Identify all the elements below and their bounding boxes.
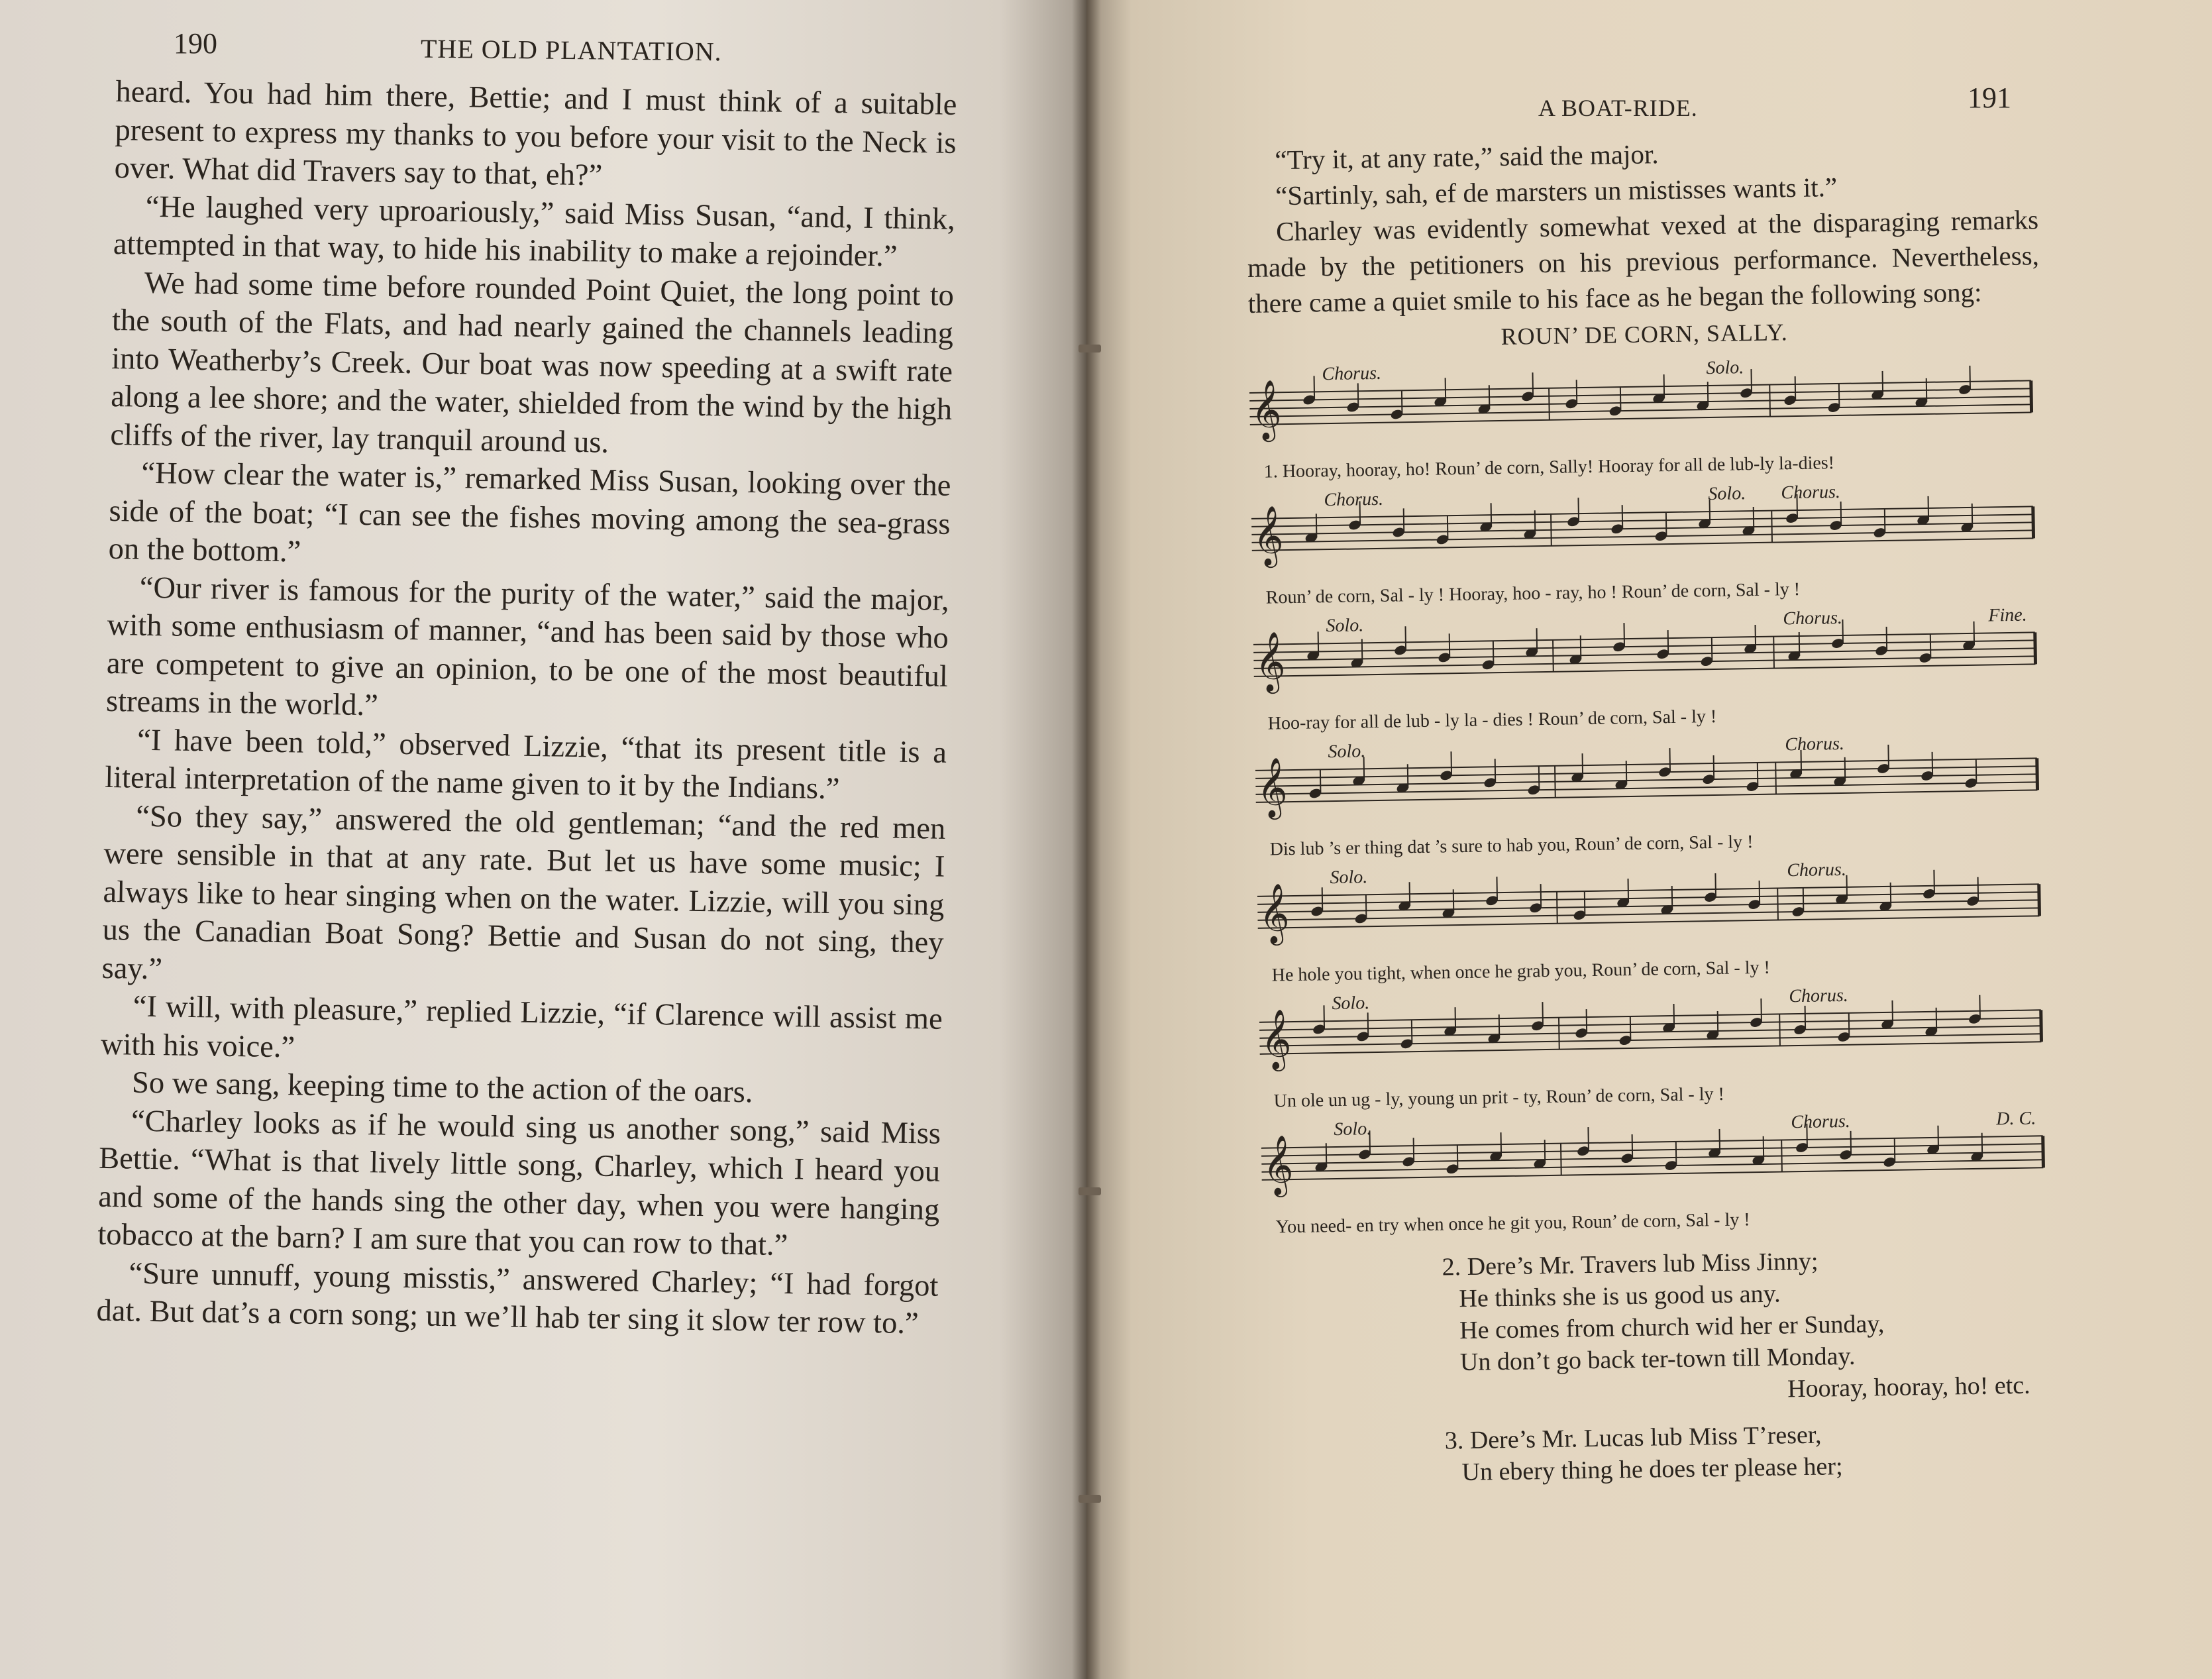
- verse-line: Un don’t go back ter-town till Monday.: [1459, 1342, 1856, 1377]
- section-label: Solo.: [1328, 741, 1366, 763]
- note-stem: [1491, 503, 1492, 527]
- music-staff: [1251, 474, 2044, 613]
- note-stem: [1715, 873, 1716, 897]
- note-stem: [1495, 759, 1496, 783]
- paragraph: “Sure unnuff, young misstis,” answered Charley; “I had forgot dat. But dat’s a corn song; un we’ll hab ter sing it slow ter row to.”: [96, 1256, 939, 1341]
- music-staff: [1261, 1104, 2054, 1242]
- verse-line: He comes from church wid her er Sunday,: [1459, 1310, 1885, 1345]
- note-stem: [1666, 512, 1667, 536]
- treble-clef-icon: 𝄞: [1252, 506, 1285, 565]
- paragraph: “I have been told,” observed Lizzie, “that its present title is a literal interpretation of the name given to it by the Indians.”: [104, 723, 947, 806]
- paragraph: “Sartinly, sah, ef de marsters un mistisses wants it.”: [1275, 171, 1838, 211]
- left-page-text: [96, 73, 957, 1343]
- paragraph: We had some time before rounded Point Quiet, the long point to the south of the Flats, and had nearly gained the channels leading into Weatherby’s Creek. Our boat was now speeding at a swift rate along a lee shore; and the water, shielded from the wind by the high cliffs of the river, lay tranquil around us.: [110, 266, 955, 460]
- note-stem: [1892, 1001, 1893, 1024]
- staff-lines: [1257, 852, 2046, 964]
- lyrics-line: Roun’ de corn, Sal - ly ! Hooray, hoo - ray, ho ! Roun’ de corn, Sal - ly !: [1265, 578, 1801, 608]
- bar-line: [2033, 506, 2034, 538]
- note-stem: [1664, 374, 1665, 398]
- note-stem: [1501, 1132, 1502, 1156]
- note-stem: [1533, 372, 1534, 396]
- paragraph: “Try it, at any rate,” said the major.: [1275, 138, 1659, 176]
- note-stem: [1708, 382, 1709, 406]
- running-head-left: THE OLD PLANTATION.: [420, 33, 722, 67]
- verse-line: 3. Dere’s Mr. Lucas lub Miss T’reser,: [1444, 1421, 1822, 1455]
- note-stem: [1326, 1143, 1327, 1167]
- treble-clef-icon: 𝄞: [1260, 1010, 1292, 1068]
- bar-line: [2043, 1136, 2044, 1167]
- bar-line: [1779, 1014, 1780, 1046]
- lyrics-line: Hoo-ray for all de lub - ly la - dies ! Roun’ de corn, Sal - ly !: [1267, 706, 1717, 734]
- paragraph: “Our river is famous for the purity of the water,” said the major, with some enthusiasm of manner, “and has been said by those who are competent to give an opinion, to be one of the most beautiful streams in the world.”: [105, 570, 950, 723]
- note-stem: [1588, 1127, 1589, 1151]
- note-stem: [1320, 769, 1321, 793]
- note-stem: [1630, 1016, 1631, 1040]
- page-number-left: 190: [174, 27, 217, 60]
- section-label: Chorus.: [1781, 481, 1841, 504]
- note-stem: [1751, 369, 1752, 393]
- section-label: Chorus.: [1785, 733, 1845, 755]
- note-stem: [1620, 387, 1621, 411]
- note-stem: [1978, 877, 1979, 901]
- treble-clef-icon: 𝄞: [1254, 632, 1287, 690]
- paragraph: Charley was evidently somewhat vexed at the disparaging remarks made by the petitioners on his previous performance. Nevertheless, there came a quiet smile to his face as he began the following song:: [1247, 204, 2040, 319]
- binding-stitch: [1079, 345, 1101, 352]
- paragraph: “He laughed very uproariously,” said Miss Susan, “and, I think, attempted in that way, to hide his inability to make a rejoinder.”: [113, 190, 956, 274]
- note-stem: [1673, 1004, 1674, 1028]
- music-staff: [1253, 600, 2046, 739]
- note-stem: [1839, 384, 1840, 407]
- note-stem: [1449, 633, 1450, 657]
- note-stem: [1632, 1134, 1633, 1158]
- note-stem: [1362, 639, 1363, 663]
- note-stem: [1366, 894, 1367, 918]
- bar-line: [1549, 388, 1550, 420]
- note-stem: [1846, 875, 1847, 899]
- note-stem: [1537, 628, 1538, 652]
- verse-line: Un ebery thing he does ter please her;: [1461, 1452, 1843, 1487]
- note-stem: [1805, 1006, 1806, 1030]
- note-stem: [1489, 385, 1490, 409]
- note-stem: [1669, 748, 1670, 772]
- lyrics-line: You need- en try when once he git you, Roun’ de corn, Sal - ly !: [1275, 1209, 1750, 1238]
- note-stem: [1849, 1013, 1850, 1037]
- section-label: Chorus.: [1783, 607, 1843, 629]
- note-stem: [1799, 632, 1800, 656]
- note-stem: [1795, 376, 1796, 400]
- note-stem: [1318, 631, 1319, 655]
- bar-line: [1773, 637, 1774, 669]
- note-stem: [1803, 888, 1804, 912]
- note-stem: [1841, 502, 1842, 525]
- bar-line: [2035, 632, 2036, 664]
- section-label: D. C.: [1996, 1108, 2036, 1130]
- section-label: Solo.: [1330, 867, 1368, 889]
- section-label: Chorus.: [1324, 488, 1384, 511]
- note-stem: [1316, 514, 1317, 537]
- note-stem: [1672, 886, 1673, 910]
- bar-line: [1775, 763, 1776, 794]
- music-staff: [1259, 978, 2052, 1116]
- paragraph: So we sang, keeping time to the action of the oars.: [131, 1065, 753, 1110]
- note-stem: [1982, 1133, 1983, 1157]
- verse-line: He thinks she is us good us any.: [1459, 1279, 1781, 1313]
- note-stem: [1493, 641, 1494, 665]
- section-label: Chorus.: [1322, 362, 1382, 385]
- note-stem: [1628, 879, 1629, 902]
- running-head-right: A BOAT-RIDE.: [1538, 95, 1698, 121]
- binding-stitch: [1079, 1187, 1101, 1195]
- note-stem: [1545, 1140, 1546, 1164]
- note-stem: [1668, 630, 1669, 654]
- staff-lines: [1261, 1104, 2050, 1216]
- verse-line: 2. Dere’s Mr. Travers lub Miss Jinny;: [1442, 1247, 1818, 1281]
- book-gutter: [1072, 0, 1101, 1679]
- note-stem: [1719, 1129, 1720, 1153]
- note-stem: [1368, 1012, 1369, 1036]
- lyrics-line: Dis lub ’s er thing dat ’s sure to hab you, Roun’ de corn, Sal - ly !: [1269, 832, 1754, 860]
- section-label: Chorus.: [1787, 859, 1847, 881]
- bar-line: [2031, 380, 2032, 412]
- paragraph: “Charley looks as if he would sing us another song,” said Miss Bettie. “What is that lively little song, Charley, which I heard you and some of the hands sing the other day, when you were hanging tobacco at the barn? I am sure that you can row to that.”: [97, 1104, 941, 1263]
- left-page: [0, 0, 1086, 1679]
- bar-line: [1551, 514, 1552, 546]
- note-stem: [1542, 1002, 1543, 1026]
- paragraph: “I will, with pleasure,” replied Lizzie, “if Clarence will assist me with his voice.”: [100, 989, 943, 1064]
- bar-line: [2041, 1010, 2042, 1042]
- staff-lines: [1255, 726, 2044, 838]
- note-stem: [1322, 887, 1323, 911]
- music-staff: [1255, 726, 2048, 865]
- note-stem: [1842, 620, 1843, 643]
- treble-clef-icon: 𝄞: [1262, 1136, 1294, 1194]
- bar-line: [1553, 640, 1554, 672]
- music-staff: [1257, 852, 2050, 991]
- note-stem: [1626, 761, 1627, 785]
- note-stem: [1358, 383, 1359, 407]
- bar-line: [1769, 385, 1770, 417]
- note-stem: [1541, 884, 1542, 908]
- treble-clef-icon: 𝄞: [1250, 380, 1283, 439]
- note-stem: [1499, 1014, 1500, 1038]
- sheet-music: [1249, 349, 2054, 1242]
- treble-clef-icon: 𝄞: [1256, 758, 1289, 816]
- note-stem: [1622, 505, 1623, 529]
- section-label: Solo.: [1326, 615, 1364, 637]
- paragraph: “How clear the water is,” remarked Miss Susan, looking over the side of the boat; “I can see the fishes moving among the sea-grass on the bottom.”: [108, 456, 951, 569]
- note-stem: [1761, 999, 1762, 1022]
- bar-line: [1781, 1140, 1782, 1171]
- section-label: Fine.: [1988, 604, 2027, 626]
- section-label: Chorus.: [1789, 985, 1849, 1007]
- lyrics-line: 1. Hooray, hooray, ho! Roun’ de corn, Sally! Hooray for all de lub-ly la-dies!: [1263, 453, 1835, 482]
- page-number-right: 191: [1968, 81, 2011, 114]
- note-stem: [1314, 376, 1315, 400]
- note-stem: [1979, 995, 1980, 1019]
- section-label: Solo.: [1706, 357, 1744, 379]
- verse-refrain: Hooray, hooray, ho! etc.: [1787, 1371, 2030, 1403]
- section-label: Solo.: [1708, 483, 1746, 505]
- song-verses: [1263, 1242, 2058, 1506]
- note-stem: [1928, 496, 1929, 520]
- bar-line: [2039, 884, 2040, 916]
- paragraph: “So they say,” answered the old gentleman; “and the red men were sensible in that at any rate. But let us have some music; I always like to hear singing when on the water. Lizzie, will you sing us the Canadian Boat Song? Bettie and Susan do not sing, they say.”: [101, 799, 946, 986]
- note-stem: [1976, 759, 1977, 783]
- treble-clef-icon: 𝄞: [1258, 884, 1290, 942]
- staff-lines: [1253, 600, 2042, 712]
- song-title: ROUN’ DE CORN, SALLY.: [1501, 319, 1788, 350]
- lyrics-line: He hole you tight, when once he grab you, Roun’ de corn, Sal - ly !: [1271, 957, 1771, 986]
- note-stem: [1926, 378, 1927, 402]
- note-stem: [1936, 1008, 1937, 1032]
- note-stem: [1578, 498, 1579, 521]
- section-label: Solo.: [1332, 993, 1370, 1014]
- right-page-text: [1245, 130, 2058, 1506]
- note-stem: [1972, 504, 1973, 527]
- staff-lines: [1259, 978, 2048, 1090]
- note-stem: [1535, 510, 1536, 534]
- note-stem: [1455, 1007, 1456, 1031]
- paragraph: heard. You had him there, Bettie; and I must think of a suitable present to express my thanks to you before your visit to the Neck is over. What did Travers say to that, eh?”: [114, 74, 957, 193]
- note-stem: [1930, 634, 1931, 658]
- note-stem: [1932, 752, 1933, 776]
- note-stem: [1539, 766, 1540, 790]
- bar-line: [1771, 511, 1772, 543]
- section-label: Solo.: [1334, 1118, 1372, 1140]
- note-stem: [1457, 1145, 1458, 1169]
- note-stem: [1888, 745, 1889, 769]
- bar-line: [1777, 889, 1778, 920]
- bar-line: [2037, 758, 2038, 790]
- note-stem: [1453, 889, 1454, 913]
- lyrics-line: Un ole un ug - ly, young un prit - ty, Roun’ de corn, Sal - ly !: [1273, 1083, 1725, 1112]
- binding-stitch: [1079, 1495, 1101, 1503]
- section-label: Chorus.: [1791, 1110, 1851, 1133]
- right-page-paragraphs: [1245, 130, 2040, 321]
- music-staff: [1249, 349, 2042, 487]
- note-stem: [1851, 1131, 1852, 1155]
- note-stem: [1676, 1142, 1677, 1165]
- note-stem: [1845, 757, 1846, 781]
